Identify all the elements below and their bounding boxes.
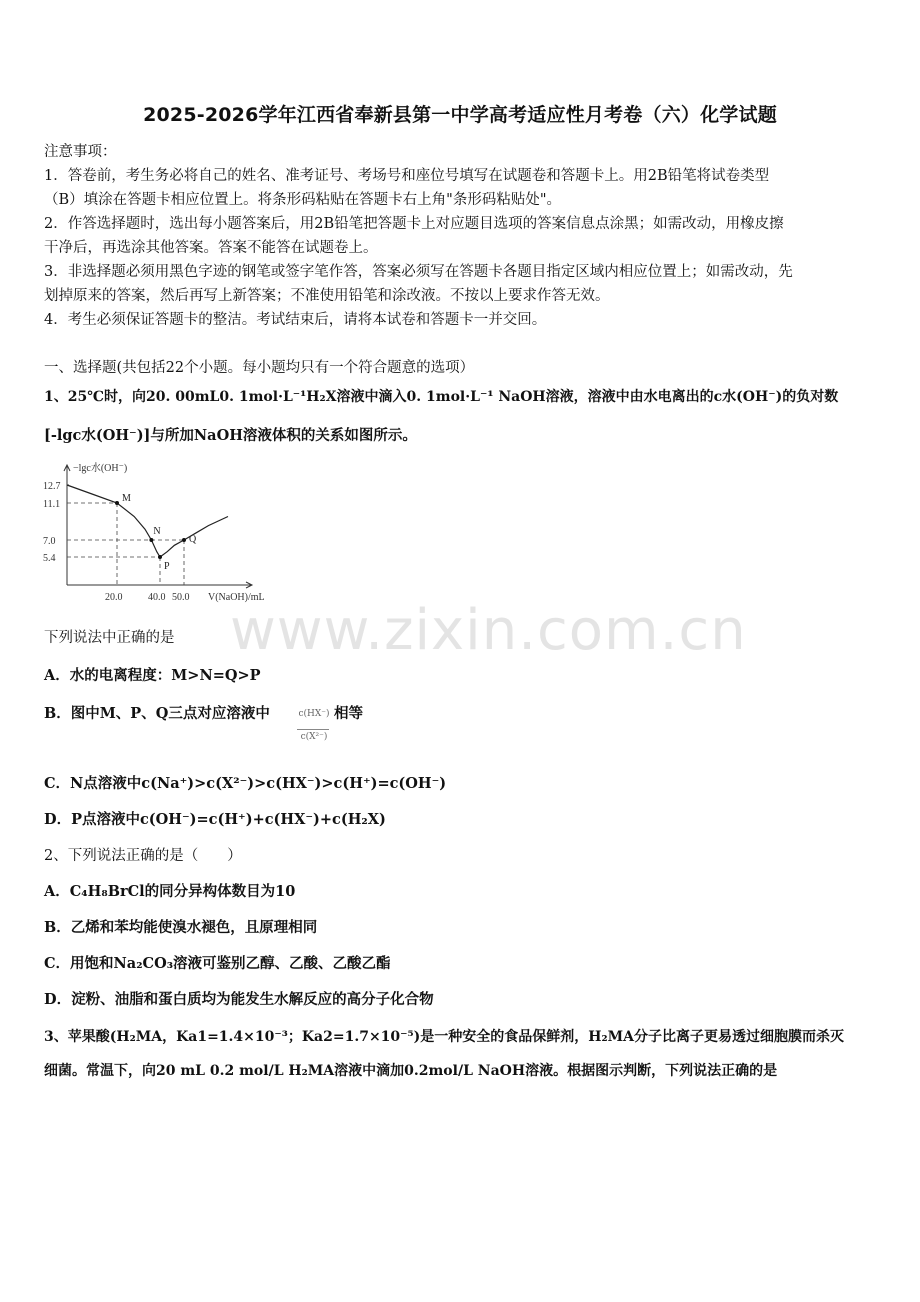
section-heading: 一、选择题(共包括22个小题。每小题均只有一个符合题意的选项） (44, 360, 475, 376)
x-tick-label: 50.0 (172, 592, 190, 603)
notice-line-7: 4．考生必须保证答题卡的整洁。考试结束后，请将本试卷和答题卡一并交回。 (44, 312, 547, 328)
y-tick-label: 11.1 (43, 499, 61, 510)
point-label: Q (189, 534, 197, 545)
point-label: M (122, 493, 131, 504)
q1-option-b (44, 702, 270, 723)
notice-line-6: 划掉原来的答案，然后再写上新答案；不准使用铅笔和涂改液。不按以上要求作答无效。 (44, 288, 610, 304)
fraction-numerator: c(HX⁻) (298, 709, 330, 719)
notice-line-3: 2．作答选择题时，选出每小题答案后，用2B铅笔把答题卡上对应题目选项的答案信息点涂黑；如需改动，用橡皮擦 (44, 216, 784, 232)
q2-option-d: D．淀粉、油脂和蛋白质均为能发生水解反应的高分子化合物 (44, 991, 434, 1008)
q1-option-a: A．水的电离程度：M>N=Q>P (44, 667, 261, 684)
fraction-bar (297, 729, 329, 730)
data-point (158, 555, 162, 559)
notice-heading: 注意事项： (44, 144, 117, 160)
q1-chart (40, 455, 290, 607)
q1-fraction (294, 705, 334, 751)
x-tick-label: 20.0 (105, 592, 123, 603)
q1-stem-line-1: 1、25℃时，向20. 00mL0. 1mol·L⁻¹H₂X溶液中滴入0. 1mol·L⁻¹ NaOH溶液，溶液中由水电离出的c水(OH⁻)的负对数 (44, 389, 839, 405)
q3-stem-line-1: 3、苹果酸(H₂MA，Ka1=1.4×10⁻³；Ka2=1.7×10⁻⁵)是一种安全的食品保鲜剂，H₂MA分子比离子更易透过细胞膜而杀灭 (44, 1029, 845, 1045)
point-label: N (153, 526, 161, 537)
notice-line-4: 干净后，再选涂其他答案。答案不能答在试题卷上。 (44, 240, 378, 256)
page-title: 2025-2026学年江西省奉新县第一中学高考适应性月考卷（六）化学试题 (143, 104, 777, 126)
q1-option-d: D．P点溶液中c(OH⁻)=c(H⁺)+c(HX⁻)+c(H₂X) (44, 811, 386, 828)
y-tick-label: 12.7 (43, 481, 61, 492)
data-point (115, 501, 119, 505)
notice-line-5: 3．非选择题必须用黑色字迹的钢笔或签字笔作答，答案必须写在答题卡各题目指定区域内相应位置上；如需改动，先 (44, 264, 793, 280)
data-point (182, 538, 186, 542)
x-tick-label: 40.0 (148, 592, 166, 603)
q2-option-b: B．乙烯和苯均能使溴水褪色，且原理相同 (44, 919, 318, 936)
y-axis-label: −lgc水(OH⁻) (73, 463, 128, 474)
q2-stem: 2、下列说法正确的是（ ） (44, 848, 242, 864)
series-line (67, 485, 228, 557)
q1-option-b-text: B．图中M、P、Q三点对应溶液中 (44, 705, 270, 722)
notice-line-1: 1．答卷前，考生务必将自己的姓名、准考证号、考场号和座位号填写在试题卷和答题卡上。用2B铅笔将试卷类型 (44, 168, 770, 184)
q1-stem-line-2: [-lgc水(OH⁻)]与所加NaOH溶液体积的关系如图所示。 (44, 427, 417, 444)
point-label: P (164, 561, 170, 572)
q1-option-c: C．N点溶液中c(Na⁺)>c(X²⁻)>c(HX⁻)>c(H⁺)=c(OH⁻) (44, 775, 447, 792)
q2-option-a: A．C₄H₈BrCl的同分异构体数目为10 (44, 883, 296, 900)
q2-option-c: C．用饱和Na₂CO₃溶液可鉴别乙醇、乙酸、乙酸乙酯 (44, 955, 391, 972)
fraction-denominator: c(X²⁻) (300, 732, 328, 742)
notice-line-2: （B）填涂在答题卡相应位置上。将条形码粘贴在答题卡右上角"条形码粘贴处"。 (44, 192, 561, 208)
watermark: www.zixin.com.cn (230, 598, 747, 663)
data-point (149, 538, 153, 542)
y-tick-label: 5.4 (43, 553, 56, 564)
y-tick-label: 7.0 (43, 536, 56, 547)
q3-stem-line-2: 细菌。常温下，向20 mL 0.2 mol/L H₂MA溶液中滴加0.2mol/L NaOH溶液。根据图示判断，下列说法正确的是 (44, 1063, 778, 1079)
q1-option-b-tail: 相等 (334, 705, 363, 722)
q1-prompt: 下列说法中正确的是 (44, 630, 175, 646)
x-axis-label: V(NaOH)/mL (208, 592, 265, 603)
